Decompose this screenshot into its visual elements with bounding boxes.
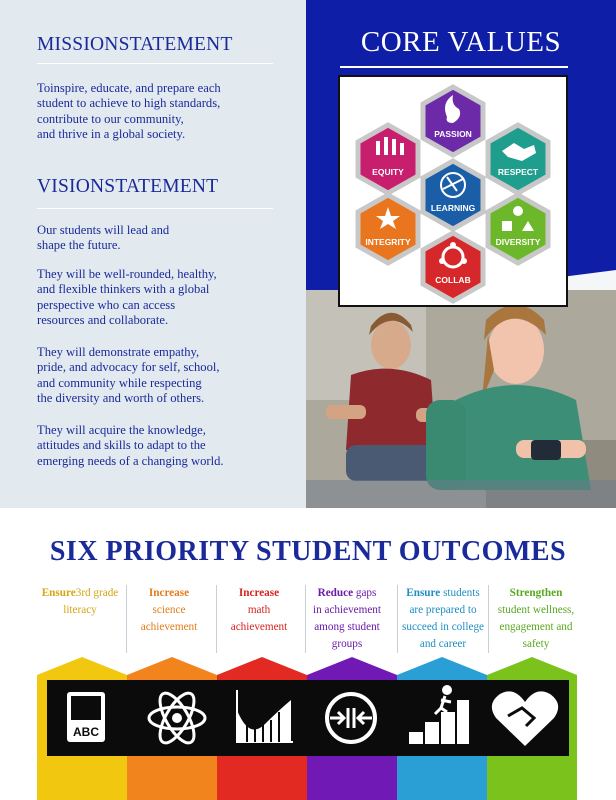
outcomes-title: SIX PRIORITY STUDENT OUTCOMES <box>49 536 567 567</box>
core-values-title: CORE VALUES <box>360 26 562 58</box>
gap-arrows-icon <box>308 680 395 756</box>
value-hex-integrity <box>358 195 418 263</box>
outcome-verb: Increase <box>148 587 190 599</box>
value-hex-collab <box>423 233 483 301</box>
value-hex-diversity <box>488 195 548 263</box>
value-hex-passion <box>423 87 483 155</box>
value-hex-equity <box>358 125 418 193</box>
value-hex-learning <box>423 161 483 229</box>
core-values-graphic <box>338 75 568 307</box>
vision-paragraph-3: They will demonstrate empathy, pride, and advocacy for self, school, and community while respecting the diversity and worth of others. <box>37 345 220 406</box>
vision-rule <box>37 208 273 209</box>
value-label-integrity: INTEGRITY <box>365 237 411 247</box>
climbing-stairs-icon <box>395 680 482 756</box>
mission-title: MISSIONSTATEMENT <box>37 34 233 55</box>
vision-title: VISIONSTATEMENT <box>37 176 219 197</box>
mission-text: Toinspire, educate, and prepare each student to achieve to high standards, contribute to our community, and thrive in a global society. <box>37 81 221 142</box>
value-hex-respect <box>488 125 548 193</box>
outcome-text: student wellness, engagement and safety <box>497 604 575 650</box>
svg-text:ABC: ABC <box>73 725 99 739</box>
mission-rule <box>37 63 273 64</box>
outcome-text: math achievement <box>230 604 288 633</box>
outcome-text: science achievement <box>140 604 198 633</box>
outcome-text: gaps in achievement among student groups <box>312 587 382 650</box>
vision-paragraph-2: They will be well-rounded, healthy, and flexible thinkers with a global perspective who can access resources and collaborate. <box>37 267 217 328</box>
outcome-verb: Ensure <box>41 587 76 599</box>
value-label-equity: EQUITY <box>372 167 404 177</box>
students-photo <box>306 290 616 508</box>
outcome-math <box>214 585 304 636</box>
outcome-verb: Increase <box>238 587 280 599</box>
outcome-literacy <box>35 585 125 619</box>
vision-paragraph-1: Our students will lead and shape the future. <box>37 223 170 253</box>
outcome-verb: Ensure <box>406 587 441 599</box>
value-label-collab: COLLAB <box>435 275 471 285</box>
outcome-college-career <box>396 585 490 653</box>
core-values-rule <box>340 66 568 68</box>
graph-icon <box>221 680 308 756</box>
outcome-wellness <box>488 585 584 653</box>
outcome-science <box>124 585 214 636</box>
outcome-text: students are prepared to succeed in college and career <box>402 587 484 650</box>
value-label-respect: RESPECT <box>497 167 539 177</box>
atom-icon <box>134 680 221 756</box>
outcome-verb: Strengthen <box>509 587 563 599</box>
vision-paragraph-4: They will acquire the knowledge, attitudes and skills to adapt to the emerging needs of a changing world. <box>37 423 224 468</box>
value-label-passion: PASSION <box>434 129 472 139</box>
book-abc-icon <box>47 680 134 756</box>
outcome-text: 3rd grade literacy <box>63 587 119 616</box>
heart-handshake-icon <box>482 680 569 756</box>
value-label-diversity: DIVERSITY <box>495 237 541 247</box>
outcome-verb: Reduce <box>317 587 354 599</box>
outcome-gaps <box>302 585 392 653</box>
value-label-learning: LEARNING <box>430 203 476 213</box>
